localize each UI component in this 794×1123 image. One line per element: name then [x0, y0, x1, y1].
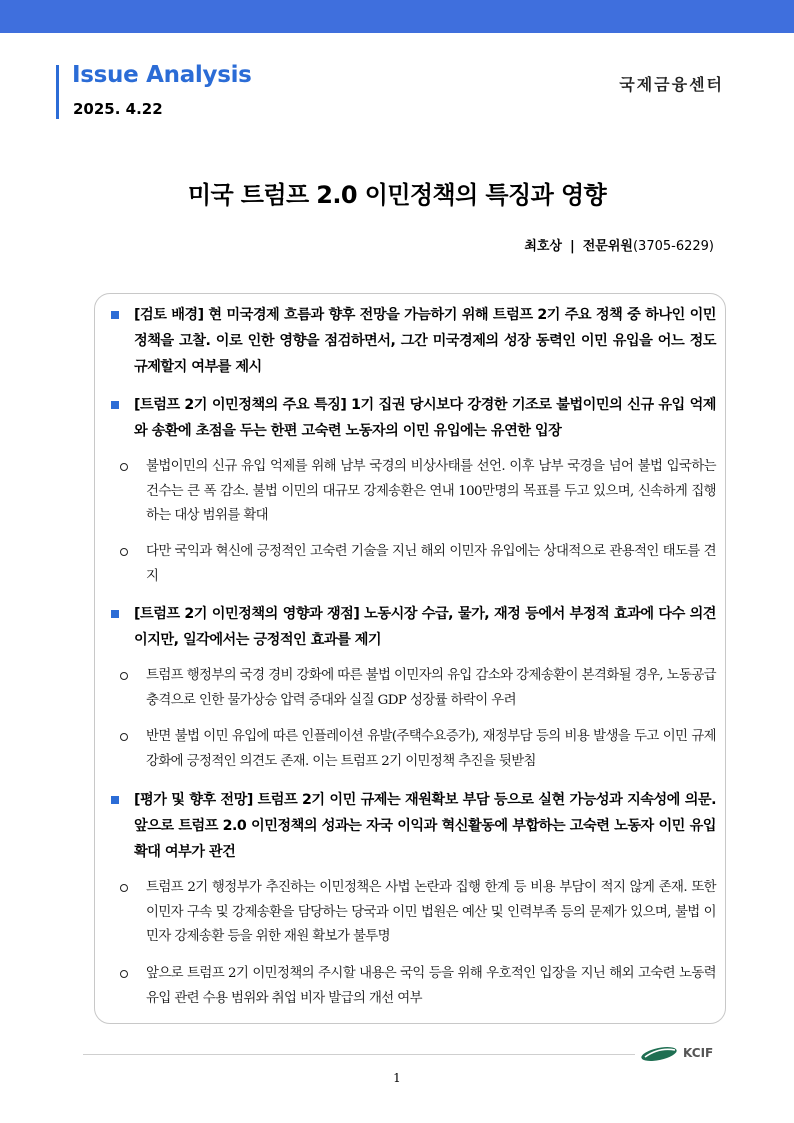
report-title: 미국 트럼프 2.0 이민정책의 특징과 영향	[187, 181, 607, 209]
header-accent-line	[56, 65, 59, 119]
author-name: 최호상	[524, 239, 562, 254]
detail-illegal-immigration: 불법이민의 신규 유입 억제를 위해 남부 국경의 비상사태를 선언. 이후 남부 국경을 넘어 불법 입국하는 건수는 큰 폭 감소. 불법 이민의 대규모 강제송환은 연내 100만명의 목표를 두고 있으며, 신속하게 집행하는 대상 범위를 확대	[146, 459, 716, 523]
detail-labor-supply: 트럼프 행정부의 국경 경비 강화에 따른 불법 이민자의 유입 감소와 강제송환이 본격화될 경우, 노동공급 충격으로 인한 물가상승 압력 증대와 실질 GDP 성장률 하락이 우려	[146, 668, 716, 708]
summary-bullet-impact: [트럼프 2기 이민정책의 영향과 쟁점] 노동시장 수급, 물가, 재정 등에서 부정적 효과에 다수 의견이지만, 일각에서는 긍정적인 효과를 제기	[134, 606, 716, 648]
page-number: 1	[393, 1071, 401, 1085]
summary-bullet-background: [검토 배경] 현 미국경제 흐름과 향후 전망을 가늠하기 위해 트럼프 2기 주요 정책 중 하나인 이민정책을 고찰. 이로 인한 영향을 점검하면서, 그간 미국경제의 성장 동력인 이민 유입을 어느 정도 규제할지 여부를 제시	[134, 307, 716, 375]
author-role: 전문위원	[582, 239, 633, 254]
square-bullet-icon	[111, 311, 119, 319]
circle-bullet-icon	[120, 733, 128, 741]
footer-logo-text: KCIF	[683, 1046, 714, 1060]
circle-bullet-icon	[120, 970, 128, 978]
summary-bullet-features: [트럼프 2기 이민정책의 주요 특징] 1기 집권 당시보다 강경한 기조로 불법이민의 신규 유입 억제와 송환에 초점을 두는 한편 고숙련 노동자의 이민 유입에는 유연한 입장	[134, 397, 716, 439]
square-bullet-icon	[111, 796, 119, 804]
kcif-logo-icon	[639, 1043, 679, 1063]
square-bullet-icon	[111, 610, 119, 618]
circle-bullet-icon	[120, 548, 128, 556]
circle-bullet-icon	[120, 672, 128, 680]
author-phone: (3705-6229)	[632, 239, 714, 254]
author-separator: |	[570, 239, 575, 254]
author-line	[524, 235, 714, 254]
detail-inflation-fiscal: 반면 불법 이민 유입에 따른 인플레이션 유발(주택수요증가), 재정부담 등의 비용 발생을 두고 이민 규제 강화에 긍정적인 의견도 존재. 이는 트럼프 2기 이민정책 추진을 뒷받침	[146, 729, 716, 769]
detail-cost-burden: 트럼프 2기 행정부가 추진하는 이민정책은 사법 논란과 집행 한계 등 비용 부담이 적지 않게 존재. 또한 이민자 구속 및 강제송환을 담당하는 당국과 이민 법원은 예산 및 인력부족 등의 문제가 있으며, 불법 이민자 강제송환 등을 위한 재원 확보가 불투명	[146, 880, 717, 944]
footer-divider	[83, 1054, 635, 1055]
detail-skilled-immigration: 다만 국익과 혁신에 긍정적인 고숙련 기술을 지닌 해외 이민자 유입에는 상대적으로 관용적인 태도를 견지	[146, 544, 716, 584]
detail-future-watch: 앞으로 트럼프 2기 이민정책의 주시할 내용은 국익 등을 위해 우호적인 입장을 지닌 해외 고숙련 노동력 유입 관련 수용 범위와 취업 비자 발급의 개선 여부	[146, 966, 716, 1006]
square-bullet-icon	[111, 401, 119, 409]
top-banner	[0, 0, 794, 33]
report-date: 2025. 4.22	[73, 100, 163, 118]
series-title: Issue Analysis	[72, 62, 252, 88]
organization-name: 국제금융센터	[619, 75, 724, 94]
circle-bullet-icon	[120, 884, 128, 892]
circle-bullet-icon	[120, 463, 128, 471]
summary-bullet-outlook: [평가 및 향후 전망] 트럼프 2기 이민 규제는 재원확보 부담 등으로 실현 가능성과 지속성에 의문. 앞으로 트럼프 2.0 이민정책의 성과는 자국 이익과 혁신활동에 부합하는 고숙련 노동자 이민 유입 확대 여부가 관건	[134, 792, 716, 860]
